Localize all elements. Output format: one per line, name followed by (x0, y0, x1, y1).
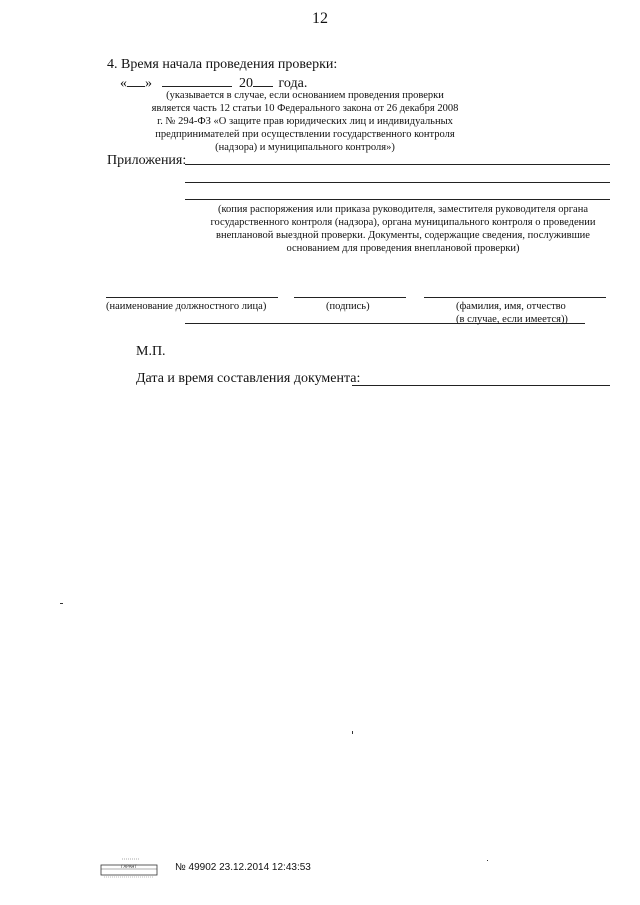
attachments-line-2 (185, 182, 610, 183)
position-line (106, 297, 278, 298)
date-quote-open: « (120, 76, 127, 91)
attachments-note: (копия распоряжения или приказа руководителя, заместителя руководителя органа государственного контроля (надзора), органа муниципального контроля о проведении внеплановой выездной проверки. Документы, содержащие сведения, послужившие основанием для проведения внеплановой проверки) (210, 204, 596, 254)
day-blank (127, 74, 145, 87)
attachments-label: Приложения: (107, 153, 187, 168)
stamp-place-label: М.П. (136, 344, 166, 359)
stamp-text: ГАРАНТ (121, 864, 137, 869)
document-date-label: Дата и время составления документа: (136, 371, 361, 386)
item4-heading: 4. Время начала проведения проверки: (107, 57, 338, 72)
scan-speck (60, 603, 63, 604)
year-blank (253, 74, 273, 87)
year-prefix: 20 (239, 76, 253, 91)
page-number: 12 (312, 10, 328, 27)
scan-speck (352, 731, 353, 734)
signature-label: (подпись) (326, 301, 370, 312)
name-label-line2: (в случае, если имеется)) (456, 314, 568, 325)
year-suffix: года. (278, 76, 308, 91)
signature-bottom-line (185, 323, 585, 324)
scan-speck (487, 860, 488, 861)
signature-line (294, 297, 406, 298)
garant-stamp-icon (100, 856, 158, 878)
item4-note: (указывается в случае, если основанием проведения проверки является часть 12 статьи 10 Федерального закона от 26 декабря 2008 г. № 294-ФЗ «О защите прав юридических лиц и индивидуальных предпринимателей при осуществлении государственного контроля (надзора) и муниципального контроля») (151, 90, 459, 153)
position-label: (наименование должностного лица) (106, 301, 267, 312)
registration-number: № 49902 23.12.2014 12:43:53 (175, 862, 311, 873)
document-date-line (352, 385, 610, 386)
month-blank (162, 74, 232, 87)
attachments-line-3 (185, 199, 610, 200)
name-label-line1: (фамилия, имя, отчество (456, 301, 566, 312)
date-quote-close: » (145, 76, 152, 91)
attachments-line-1 (185, 164, 610, 165)
name-line (424, 297, 606, 298)
